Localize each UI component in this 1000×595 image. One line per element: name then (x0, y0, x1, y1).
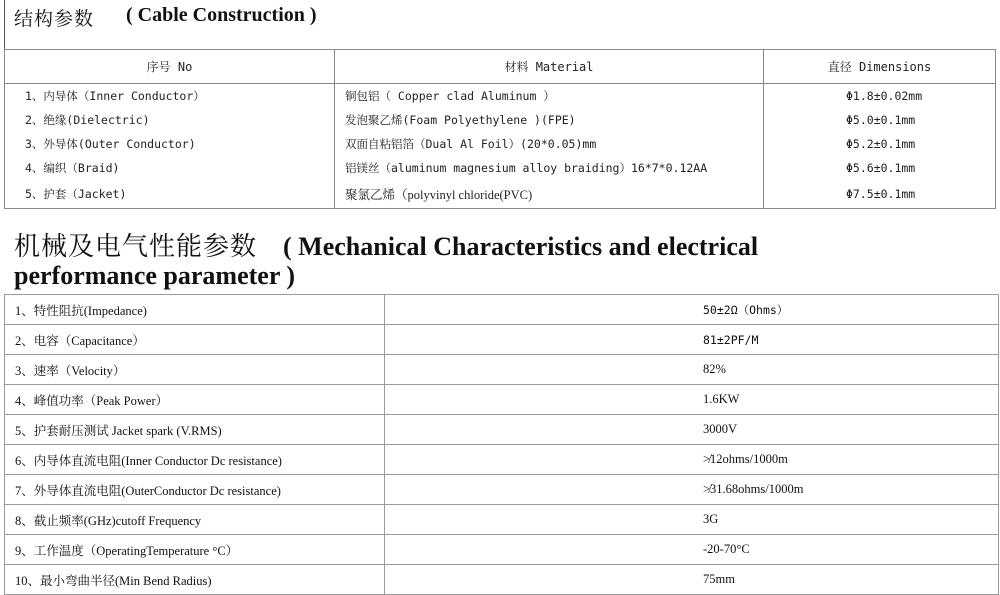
table-row (5, 475, 999, 505)
cell-parameter: 3、速率（Velocity） (5, 355, 385, 385)
table-row (5, 132, 996, 156)
cell-material: 发泡聚乙烯(Foam Polyethylene )(FPE) (335, 108, 764, 132)
cell-part: 2、绝缘(Dielectric) (5, 108, 335, 132)
section-mechanical-title (14, 232, 994, 290)
cable-construction-table (4, 49, 996, 209)
cell-parameter: 1、特性阻抗(Impedance) (5, 295, 385, 325)
section-title-cn: 机械及电气性能参数 (14, 232, 258, 262)
cell-parameter: 9、工作温度（OperatingTemperature °C） (5, 535, 385, 565)
header-no: 序号 No (5, 50, 335, 84)
cell-material: 铜包铝（ Copper clad Aluminum ） (335, 84, 764, 109)
cell-value: 75mm (385, 565, 999, 595)
cell-value: -20-70°C (385, 535, 999, 565)
cell-parameter: 2、电容（Capacitance） (5, 325, 385, 355)
left-border (4, 0, 5, 50)
cell-material: 聚氯乙烯（polyvinyl chloride(PVC) (335, 180, 764, 209)
section-construction-title (0, 0, 1000, 50)
table-row (5, 535, 999, 565)
cell-part: 4、编织（Braid) (5, 156, 335, 180)
cell-value: 50±2Ω（Ohms） (385, 295, 999, 325)
cell-dimension: Φ7.5±0.1mm (764, 180, 996, 209)
section-title-cn: 结构参数 (14, 8, 95, 30)
table-row (5, 325, 999, 355)
table-row (5, 156, 996, 180)
cell-value: ≯12ohms/1000m (385, 445, 999, 475)
cell-dimension: Φ5.2±0.1mm (764, 132, 996, 156)
table-row (5, 108, 996, 132)
table-row (5, 84, 996, 109)
cell-value: 81±2PF/M (385, 325, 999, 355)
table-row (5, 295, 999, 325)
cell-part: 5、护套（Jacket) (5, 180, 335, 209)
cell-part: 1、内导体（Inner Conductor） (5, 84, 335, 109)
mechanical-electrical-table (4, 294, 999, 595)
cell-parameter: 4、峰值功率（Peak Power） (5, 385, 385, 415)
cell-dimension: Φ5.0±0.1mm (764, 108, 996, 132)
section-title-en: ( Cable Construction ) (126, 4, 317, 26)
cell-value: 3G (385, 505, 999, 535)
cell-dimension: Φ1.8±0.02mm (764, 84, 996, 109)
cell-parameter: 6、内导体直流电阻(Inner Conductor Dc resistance) (5, 445, 385, 475)
section-title-en-line2: performance parameter ) (14, 261, 296, 290)
table-row (5, 385, 999, 415)
table-row (5, 445, 999, 475)
cell-value: ≯31.68ohms/1000m (385, 475, 999, 505)
table-row (5, 355, 999, 385)
table-row (5, 415, 999, 445)
cell-value: 1.6KW (385, 385, 999, 415)
table-row (5, 180, 996, 209)
cell-value: 82% (385, 355, 999, 385)
table-row (5, 505, 999, 535)
cell-material: 铝镁丝（aluminum magnesium alloy braiding）16*7*0.12AA (335, 156, 764, 180)
cell-value: 3000V (385, 415, 999, 445)
cell-parameter: 5、护套耐压测试 Jacket spark (V.RMS) (5, 415, 385, 445)
table-row (5, 565, 999, 595)
cell-parameter: 7、外导体直流电阻(OuterConductor Dc resistance) (5, 475, 385, 505)
cell-dimension: Φ5.6±0.1mm (764, 156, 996, 180)
section-title-en-line1: ( Mechanical Characteristics and electrical (283, 232, 759, 261)
cell-material: 双面自粘铝箔（Dual Al Foil）(20*0.05)mm (335, 132, 764, 156)
cell-parameter: 8、截止频率(GHz)cutoff Frequency (5, 505, 385, 535)
header-dimensions: 直径 Dimensions (764, 50, 996, 84)
cell-parameter: 10、最小弯曲半径(Min Bend Radius) (5, 565, 385, 595)
cell-part: 3、外导体(Outer Conductor) (5, 132, 335, 156)
table-header-row (5, 50, 996, 84)
header-material: 材料 Material (335, 50, 764, 84)
